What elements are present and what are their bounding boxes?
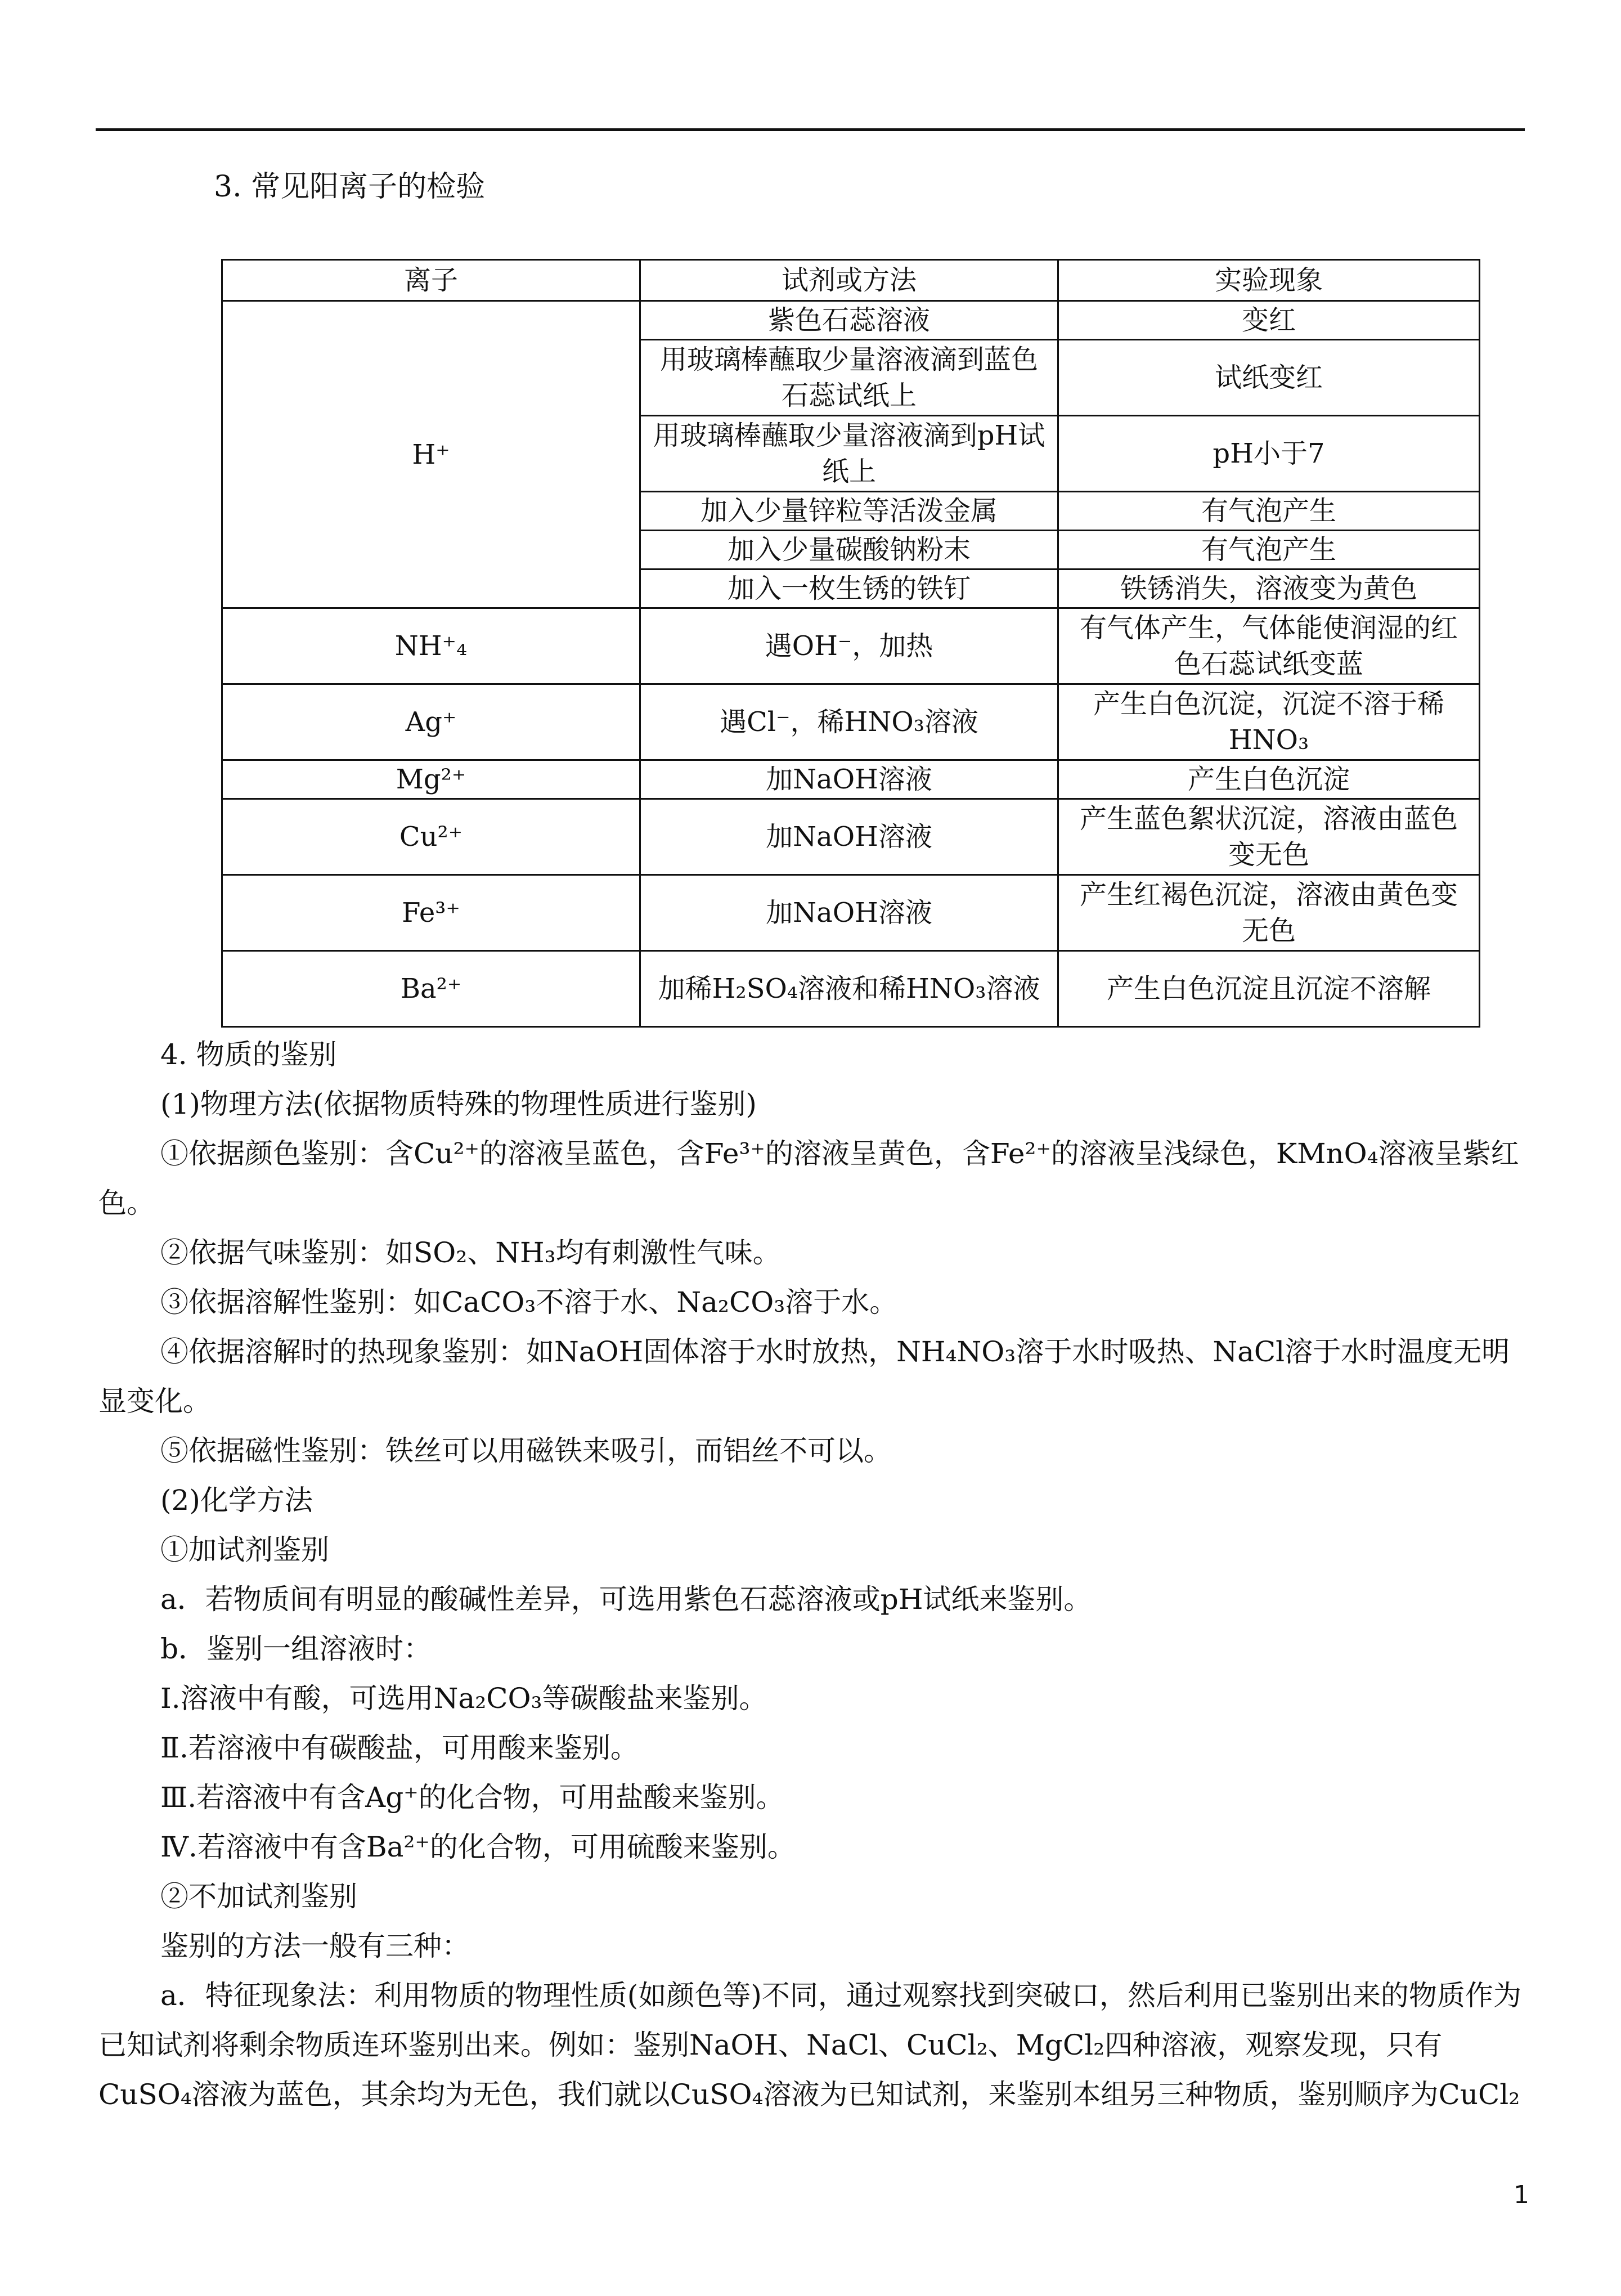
paragraph: a．若物质间有明显的酸碱性差异，可选用紫色石蕊溶液或pH试纸来鉴别。 <box>160 1583 1092 1616</box>
result-cell: 变红 <box>1058 301 1480 340</box>
paragraph: Ⅳ.若溶液中有含Ba²⁺的化合物，可用硫酸来鉴别。 <box>160 1831 796 1863</box>
result-cell: 有气体产生，气体能使润湿的红色石蕊试纸变蓝 <box>1058 608 1480 684</box>
paragraph: ⑤依据磁性鉴别：铁丝可以用磁铁来吸引，而铝丝不可以。 <box>160 1434 892 1467</box>
method-cell: 遇Cl⁻，稀HNO₃溶液 <box>640 684 1058 760</box>
result-cell: 铁锈消失，溶液变为黄色 <box>1058 569 1480 608</box>
result-cell: 产生白色沉淀 <box>1058 760 1480 799</box>
paragraph: ①依据颜色鉴别：含Cu²⁺的溶液呈蓝色，含Fe³⁺的溶液呈黄色，含Fe²⁺的溶液呈浅绿色，KMnO₄溶液呈紫红色。 <box>98 1137 1519 1219</box>
method-cell: 加NaOH溶液 <box>640 760 1058 799</box>
method-cell: 加入少量碳酸钠粉末 <box>640 531 1058 569</box>
paragraph: (1)物理方法(依据物质特殊的物理性质进行鉴别) <box>160 1088 757 1120</box>
subsection-title: 4. 物质的鉴别 <box>160 1038 337 1071</box>
ion-cell: Ba²⁺ <box>222 951 640 1027</box>
ion-cell: Fe³⁺ <box>222 875 640 951</box>
method-cell: 紫色石蕊溶液 <box>640 301 1058 340</box>
result-cell: 有气泡产生 <box>1058 492 1480 531</box>
method-cell: 加入少量锌粒等活泼金属 <box>640 492 1058 531</box>
paragraph: (2)化学方法 <box>160 1484 313 1517</box>
paragraph: ①加试剂鉴别 <box>160 1533 329 1566</box>
result-cell: 产生白色沉淀，沉淀不溶于稀HNO₃ <box>1058 684 1480 760</box>
result-cell: 有气泡产生 <box>1058 531 1480 569</box>
paragraph: ②依据气味鉴别：如SO₂、NH₃均有刺激性气味。 <box>160 1236 781 1269</box>
paragraph: ④依据溶解时的热现象鉴别：如NaOH固体溶于水时放热，NH₄NO₃溶于水时吸热、NaCl溶于水时温度无明显变化。 <box>98 1335 1510 1418</box>
table-header-row <box>222 260 1480 301</box>
result-cell: 产生白色沉淀且沉淀不溶解 <box>1058 951 1480 1027</box>
paragraph: a．特征现象法：利用物质的物理性质(如颜色等)不同，通过观察找到突破口，然后利用已鉴别出来的物质作为已知试剂将剩余物质连环鉴别出来。例如：鉴别NaOH、NaCl、CuCl₂、MgCl₂四种溶液，观察发现，只有CuSO₄溶液为蓝色，其余均为无色，我们就以CuSO₄溶液为已知试剂，来鉴别本组另三种物质，鉴别顺序为CuCl₂ <box>98 1979 1521 2111</box>
method-cell: 加NaOH溶液 <box>640 875 1058 951</box>
paragraph: b．鉴别一组溶液时： <box>160 1633 432 1665</box>
method-cell: 加稀H₂SO₄溶液和稀HNO₃溶液 <box>640 951 1058 1027</box>
ion-cell: Mg²⁺ <box>222 760 640 799</box>
table-row <box>222 608 1480 684</box>
ion-cell: Cu²⁺ <box>222 799 640 875</box>
table-header-cell: 实验现象 <box>1058 260 1480 301</box>
table-header-cell: 离子 <box>222 260 640 301</box>
header-rule <box>96 128 1525 131</box>
paragraph: Ⅲ.若溶液中有含Ag⁺的化合物，可用盐酸来鉴别。 <box>160 1781 784 1814</box>
paragraph: ②不加试剂鉴别 <box>160 1880 357 1913</box>
method-cell: 遇OH⁻，加热 <box>640 608 1058 684</box>
table-header-cell: 试剂或方法 <box>640 260 1058 301</box>
method-cell: 用玻璃棒蘸取少量溶液滴到pH试纸上 <box>640 416 1058 492</box>
table-row <box>222 301 1480 340</box>
method-cell: 加入一枚生锈的铁钉 <box>640 569 1058 608</box>
ion-cell: Ag⁺ <box>222 684 640 760</box>
table-row <box>222 799 1480 875</box>
section-title: 3. 常见阳离子的检验 <box>214 170 486 204</box>
result-cell: 产生红褐色沉淀，溶液由黄色变无色 <box>1058 875 1480 951</box>
paragraph: ③依据溶解性鉴别：如CaCO₃不溶于水、Na₂CO₃溶于水。 <box>160 1286 898 1319</box>
body-text <box>98 1030 1528 2119</box>
paragraph: 鉴别的方法一般有三种： <box>160 1930 470 1962</box>
ion-cell: H⁺ <box>222 301 640 608</box>
method-cell: 用玻璃棒蘸取少量溶液滴到蓝色石蕊试纸上 <box>640 340 1058 416</box>
cation-test-table <box>221 259 1480 1028</box>
paragraph: Ⅰ.溶液中有酸，可选用Na₂CO₃等碳酸盐来鉴别。 <box>160 1682 767 1715</box>
table-row <box>222 684 1480 760</box>
table-row <box>222 875 1480 951</box>
ion-cell: NH⁺₄ <box>222 608 640 684</box>
paragraph: Ⅱ.若溶液中有碳酸盐，可用酸来鉴别。 <box>160 1732 639 1764</box>
result-cell: pH小于7 <box>1058 416 1480 492</box>
page-number: 1 <box>1514 2181 1529 2209</box>
result-cell: 产生蓝色絮状沉淀，溶液由蓝色变无色 <box>1058 799 1480 875</box>
method-cell: 加NaOH溶液 <box>640 799 1058 875</box>
table-row <box>222 951 1480 1027</box>
table-row <box>222 760 1480 799</box>
result-cell: 试纸变红 <box>1058 340 1480 416</box>
